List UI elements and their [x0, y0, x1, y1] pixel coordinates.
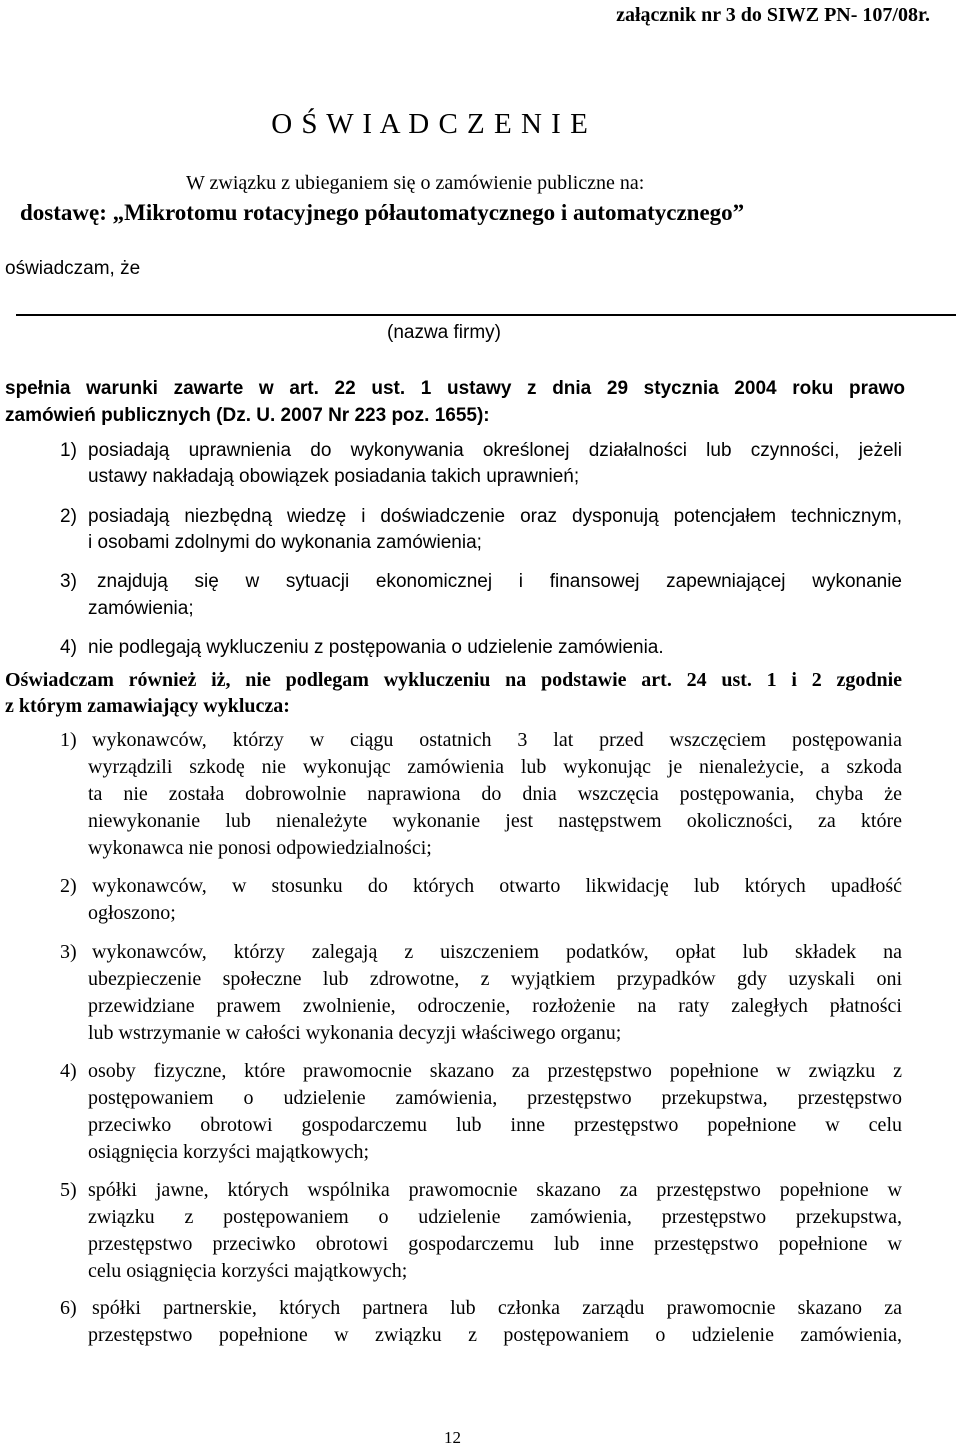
conditions-lead-line: spełnia warunki zawarte w art. 22 ust. 1 ustawy z dnia 29 stycznia 2004 roku prawo [5, 378, 905, 399]
annex-reference: załącznik nr 3 do SIWZ PN- 107/08r. [616, 4, 930, 26]
exclusion-text: ubezpieczenie społeczne lub zdrowotne, z wyjątkiem przypadków gdy uzyskali oni [88, 968, 902, 990]
conditions-lead-line: zamówień publicznych (Dz. U. 2007 Nr 223 poz. 1655): [5, 405, 490, 426]
intro-line: W związku z ubieganiem się o zamówienie publiczne na: [186, 172, 645, 194]
exclusion-text: przeciwko obrotowi gospodarczemu lub inne przestępstwo popełnione w celu [88, 1114, 902, 1136]
condition-text: znajdują się w sytuacji ekonomicznej i finansowej zapewniającej wykonanie [97, 571, 902, 592]
condition-text: posiadają uprawnienia do wykonywania określonej działalności lub czynności, jeżeli [88, 440, 902, 461]
exclusion-text: związku z postępowaniem o udzielenie zamówienia, przestępstwo przekupstwa, [88, 1206, 902, 1228]
firm-name-rule [16, 314, 956, 316]
condition-number: 2) [60, 506, 77, 527]
exclusion-text: ogłoszono; [88, 902, 176, 924]
exclusions-lead-line: z którym zamawiający wyklucza: [5, 695, 290, 717]
page-number: 12 [444, 1428, 461, 1447]
exclusion-number: 6) [60, 1297, 77, 1319]
exclusion-text: celu osiągnięcia korzyści majątkowych; [88, 1260, 408, 1282]
exclusion-number: 4) [60, 1060, 77, 1082]
exclusion-text: przewidziane prawem zwolnienie, odroczenie, rozłożenie na raty zaległych płatności [88, 995, 902, 1017]
exclusion-text: przestępstwo popełnione w związku z postępowaniem o udzielenie zamówienia, [88, 1324, 902, 1346]
condition-text: posiadają niezbędną wiedzę i doświadczenie oraz dysponują potencjałem technicznym, [88, 506, 902, 527]
exclusion-text: przestępstwo przeciwko obrotowi gospodarczemu lub inne przestępstwo popełnione w [88, 1233, 902, 1255]
exclusion-text: osiągnięcia korzyści majątkowych; [88, 1141, 370, 1163]
subject-line: dostawę: „Mikrotomu rotacyjnego półautomatycznego i automatycznego” [20, 200, 745, 225]
condition-text: ustawy nakładają obowiązek posiadania takich uprawnień; [88, 466, 580, 487]
condition-text: nie podlegają wykluczeniu z postępowania o udzielenie zamówienia. [88, 637, 664, 658]
exclusion-text: wykonawców, w stosunku do których otwarto likwidację lub których upadłość [92, 875, 902, 897]
exclusion-text: spółki partnerskie, których partnera lub członka zarządu prawomocnie skazano za [92, 1297, 902, 1319]
exclusion-number: 1) [60, 729, 77, 751]
exclusion-number: 2) [60, 875, 77, 897]
exclusion-text: niewykonanie lub nienależyte wykonanie jest następstwem okoliczności, za które [88, 810, 902, 832]
condition-text: i osobami zdolnymi do wykonania zamówienia; [88, 532, 482, 553]
condition-number: 1) [60, 440, 77, 461]
exclusion-text: lub wstrzymanie w całości wykonania decyzji właściwego organu; [88, 1022, 622, 1044]
exclusion-text: postępowaniem o udzielenie zamówienia, przestępstwo przekupstwa, przestępstwo [88, 1087, 902, 1109]
exclusion-text: ta nie została dobrowolnie naprawiona do dnia wszczęcia postępowania, chyba że [88, 783, 902, 805]
firm-name-caption: (nazwa firmy) [387, 322, 502, 343]
condition-number: 4) [60, 637, 77, 658]
exclusion-text: wykonawców, którzy zalegają z uiszczeniem podatków, opłat lub składek na [92, 941, 902, 963]
document-title: O Ś W I A D C Z E N I E [271, 108, 589, 140]
condition-number: 3) [60, 571, 77, 592]
exclusion-text: osoby fizyczne, które prawomocnie skazano za przestępstwo popełnione w związku z [88, 1060, 902, 1082]
exclusion-text: wykonawców, którzy w ciągu ostatnich 3 lat przed wszczęciem postępowania [92, 729, 902, 751]
exclusion-number: 5) [60, 1179, 77, 1201]
exclusion-text: spółki jawne, których wspólnika prawomocnie skazano za przestępstwo popełnione w [88, 1179, 902, 1201]
exclusion-text: wyrządzili szkodę nie wykonując zamówienia lub wykonując je nienależycie, a szkoda [88, 756, 902, 778]
exclusions-lead-line: Oświadczam również iż, nie podlegam wykluczeniu na podstawie art. 24 ust. 1 i 2 zgodnie [5, 669, 902, 691]
exclusion-text: wykonawca nie ponosi odpowiedzialności; [88, 837, 432, 859]
condition-text: zamówienia; [88, 598, 194, 619]
exclusion-number: 3) [60, 941, 77, 963]
declare-line: oświadczam, że [5, 258, 141, 279]
